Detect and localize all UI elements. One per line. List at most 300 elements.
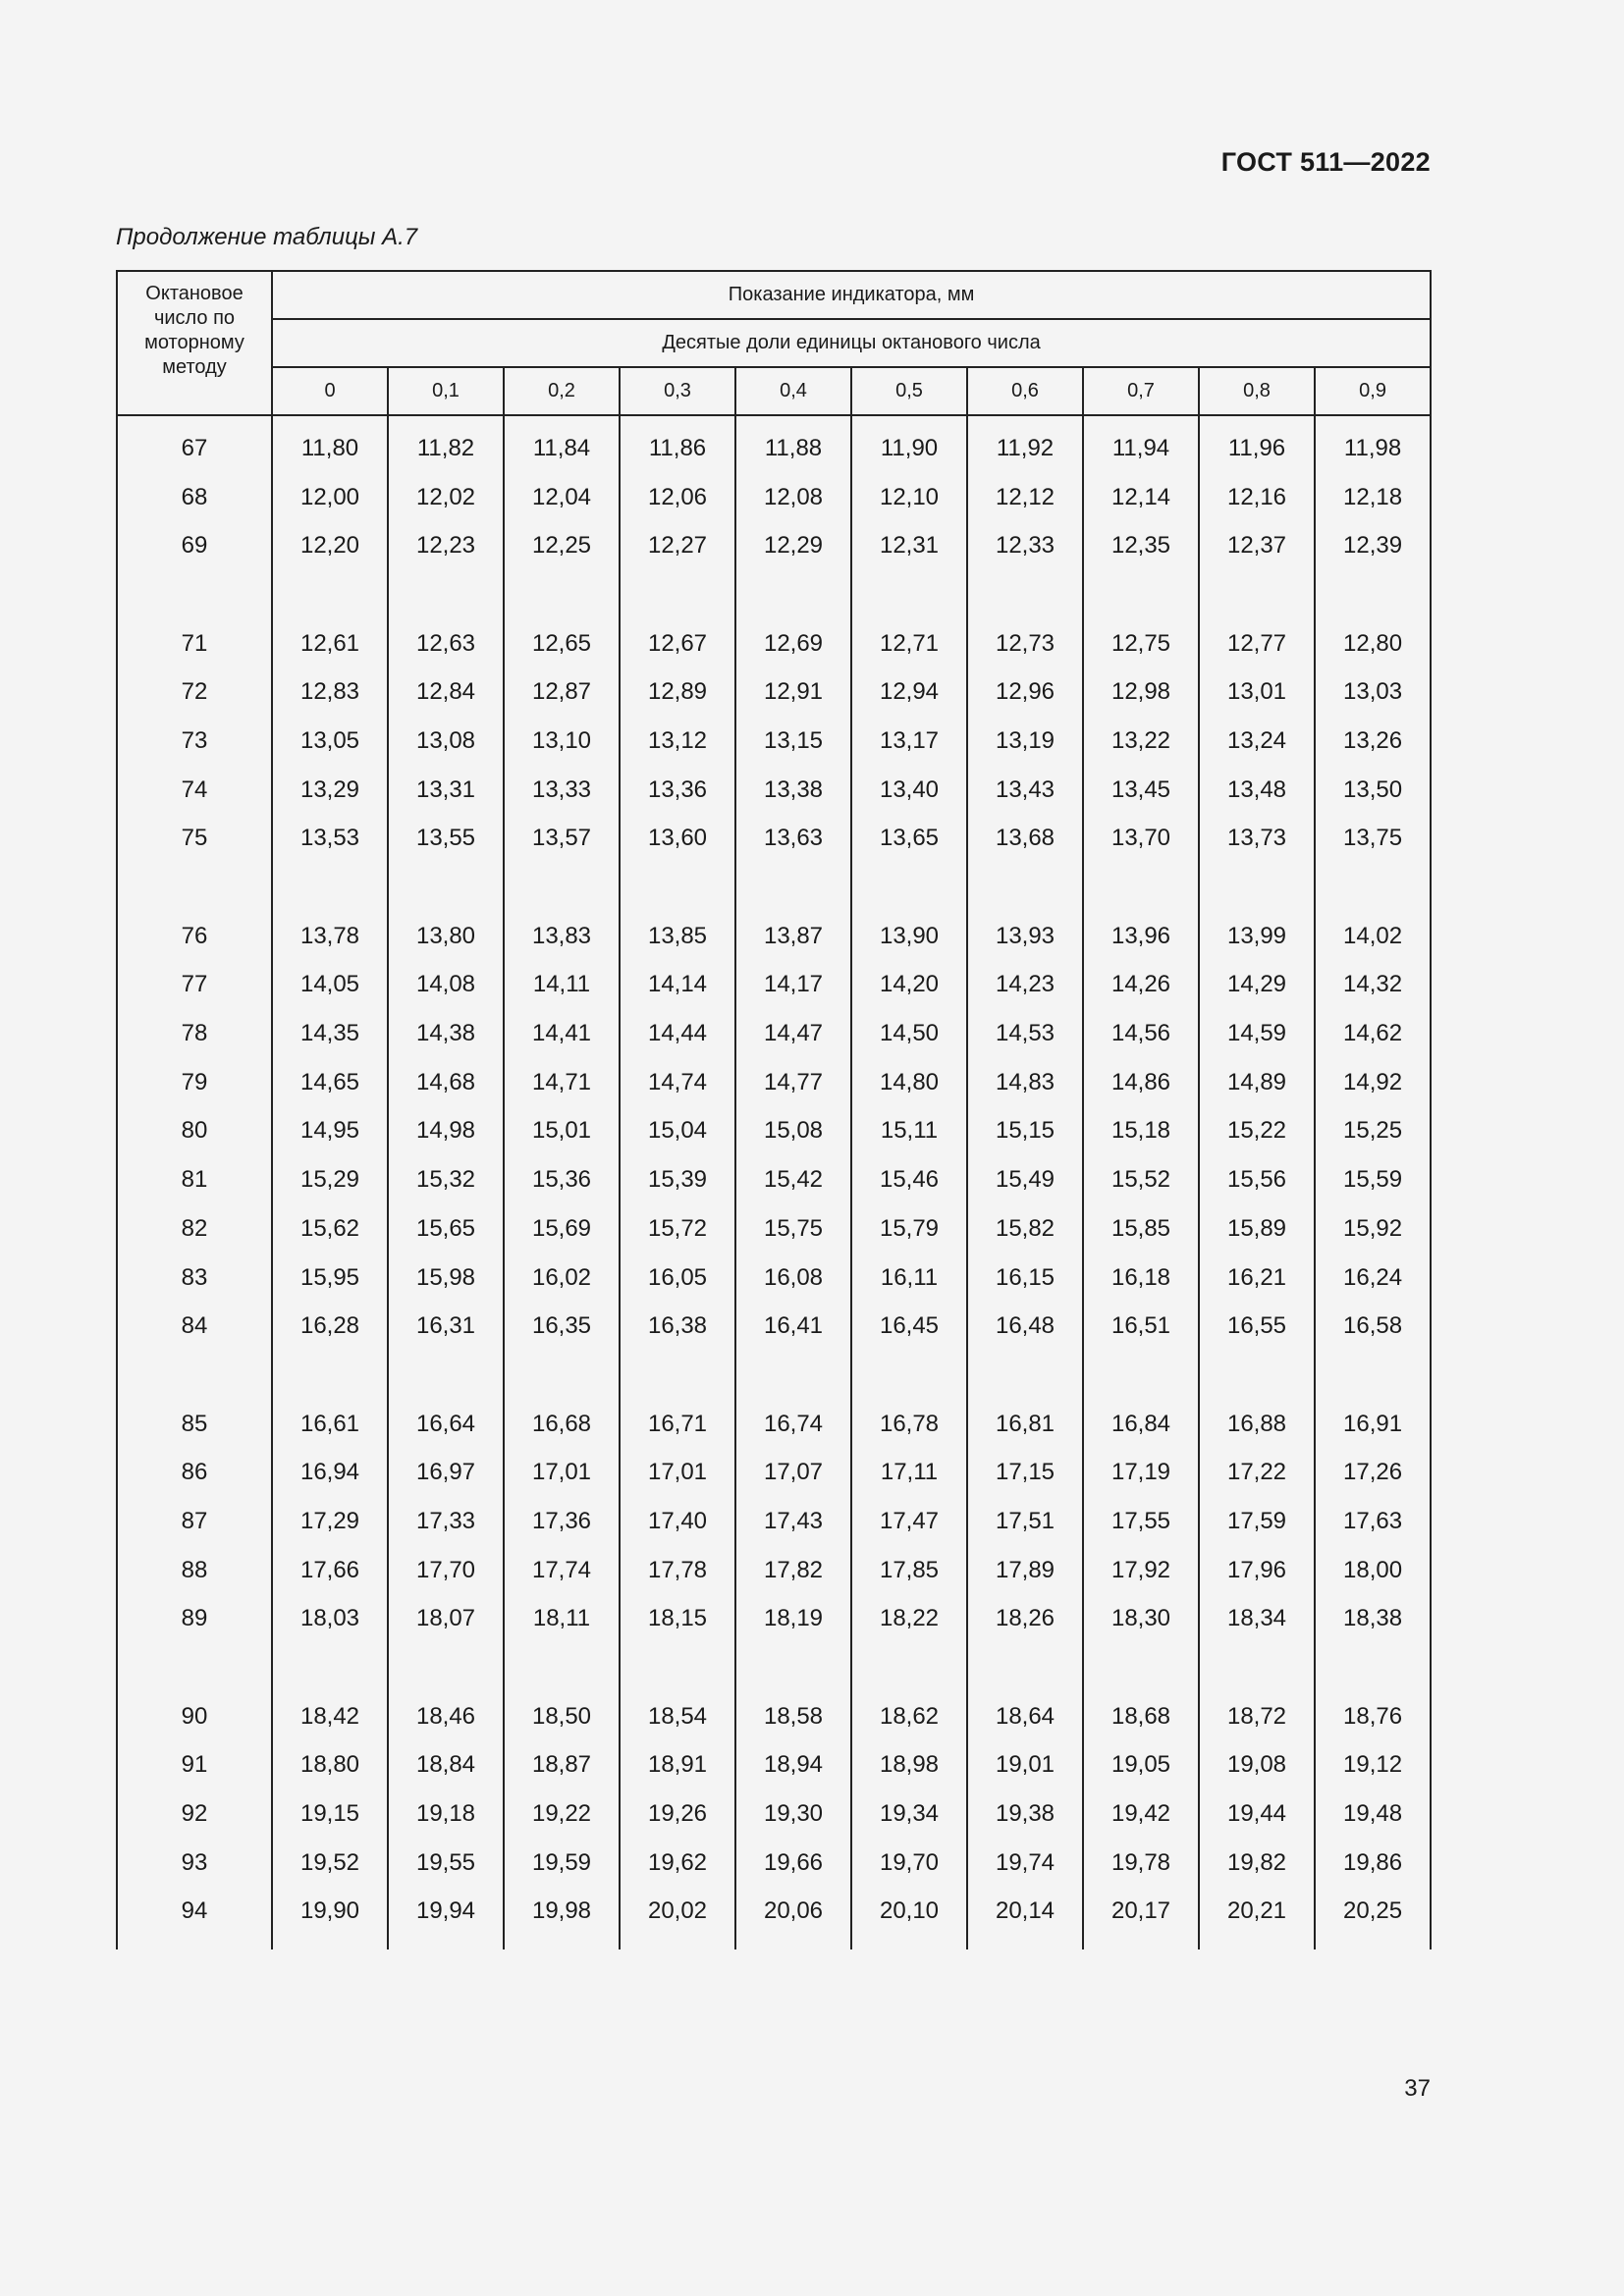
indicator-value-cell: 15,18 (1083, 1107, 1199, 1156)
table-row (117, 521, 1431, 570)
octane-number-cell: 76 (117, 912, 272, 961)
indicator-value-cell: 16,45 (851, 1302, 967, 1351)
indicator-value-cell: 11,96 (1199, 415, 1315, 473)
spacer-cell (1083, 1351, 1199, 1400)
spacer-cell (1315, 863, 1431, 912)
indicator-value-cell: 13,03 (1315, 667, 1431, 717)
indicator-value-cell: 19,15 (272, 1789, 388, 1839)
indicator-value-cell: 17,01 (620, 1448, 735, 1497)
indicator-value-cell: 18,38 (1315, 1595, 1431, 1644)
spacer-cell (388, 570, 504, 619)
octane-number-cell: 69 (117, 521, 272, 570)
indicator-value-cell: 17,43 (735, 1497, 851, 1546)
spacer-cell (967, 863, 1083, 912)
indicator-value-cell: 17,51 (967, 1497, 1083, 1546)
indicator-value-cell: 13,45 (1083, 766, 1199, 815)
spacer-cell (504, 863, 620, 912)
indicator-value-cell: 13,15 (735, 717, 851, 766)
octane-number-cell: 78 (117, 1009, 272, 1058)
spacer-cell (272, 570, 388, 619)
octane-number-cell: 83 (117, 1254, 272, 1303)
indicator-value-cell: 17,96 (1199, 1546, 1315, 1595)
indicator-value-cell: 12,63 (388, 619, 504, 668)
indicator-value-cell: 19,59 (504, 1839, 620, 1888)
indicator-value-cell: 17,36 (504, 1497, 620, 1546)
indicator-value-cell: 13,93 (967, 912, 1083, 961)
indicator-value-cell: 18,22 (851, 1595, 967, 1644)
spacer-cell (735, 1643, 851, 1692)
spacer-cell (1083, 1643, 1199, 1692)
octane-number-cell: 84 (117, 1302, 272, 1351)
indicator-value-cell: 14,65 (272, 1058, 388, 1107)
indicator-group-header: Показание индикатора, мм (272, 271, 1431, 319)
indicator-value-cell: 18,34 (1199, 1595, 1315, 1644)
indicator-value-cell: 15,42 (735, 1155, 851, 1204)
table-row (117, 1204, 1431, 1254)
indicator-value-cell: 17,63 (1315, 1497, 1431, 1546)
indicator-value-cell: 13,43 (967, 766, 1083, 815)
indicator-value-cell: 16,11 (851, 1254, 967, 1303)
fraction-header-row (117, 367, 1431, 415)
spacer-cell (117, 863, 272, 912)
spacer-cell (1199, 1643, 1315, 1692)
indicator-value-cell: 12,08 (735, 473, 851, 522)
indicator-value-cell: 15,69 (504, 1204, 620, 1254)
indicator-value-cell: 12,75 (1083, 619, 1199, 668)
table-row (117, 912, 1431, 961)
indicator-value-cell: 13,75 (1315, 815, 1431, 864)
indicator-value-cell: 15,46 (851, 1155, 967, 1204)
indicator-value-cell: 15,62 (272, 1204, 388, 1254)
table-row (117, 1155, 1431, 1204)
table-row (117, 1254, 1431, 1303)
indicator-value-cell: 19,74 (967, 1839, 1083, 1888)
indicator-value-cell: 11,86 (620, 415, 735, 473)
indicator-value-cell: 12,27 (620, 521, 735, 570)
indicator-value-cell: 12,10 (851, 473, 967, 522)
spacer-cell (851, 570, 967, 619)
indicator-value-cell: 16,68 (504, 1400, 620, 1449)
indicator-value-cell: 13,78 (272, 912, 388, 961)
fraction-header-cell: 0,4 (735, 367, 851, 415)
spacer-cell (272, 1643, 388, 1692)
octane-number-cell: 88 (117, 1546, 272, 1595)
indicator-value-cell: 19,42 (1083, 1789, 1199, 1839)
indicator-value-cell: 15,39 (620, 1155, 735, 1204)
indicator-value-cell: 11,82 (388, 415, 504, 473)
table-row (117, 1107, 1431, 1156)
indicator-value-cell: 15,01 (504, 1107, 620, 1156)
table-row (117, 619, 1431, 668)
indicator-value-cell: 17,40 (620, 1497, 735, 1546)
indicator-value-cell: 20,06 (735, 1888, 851, 1950)
indicator-value-cell: 20,21 (1199, 1888, 1315, 1950)
indicator-value-cell: 16,38 (620, 1302, 735, 1351)
indicator-value-cell: 17,19 (1083, 1448, 1199, 1497)
indicator-value-cell: 13,63 (735, 815, 851, 864)
indicator-value-cell: 16,78 (851, 1400, 967, 1449)
indicator-value-cell: 19,90 (272, 1888, 388, 1950)
indicator-value-cell: 14,74 (620, 1058, 735, 1107)
indicator-value-cell: 14,23 (967, 961, 1083, 1010)
indicator-value-cell: 16,64 (388, 1400, 504, 1449)
indicator-value-cell: 19,34 (851, 1789, 967, 1839)
octane-number-cell: 73 (117, 717, 272, 766)
indicator-value-cell: 13,12 (620, 717, 735, 766)
indicator-value-cell: 13,60 (620, 815, 735, 864)
indicator-value-cell: 14,50 (851, 1009, 967, 1058)
indicator-value-cell: 15,11 (851, 1107, 967, 1156)
indicator-value-cell: 20,10 (851, 1888, 967, 1950)
indicator-value-cell: 12,83 (272, 667, 388, 717)
indicator-value-cell: 17,11 (851, 1448, 967, 1497)
table-row (117, 473, 1431, 522)
indicator-value-cell: 13,68 (967, 815, 1083, 864)
indicator-value-cell: 20,17 (1083, 1888, 1199, 1950)
indicator-value-cell: 13,10 (504, 717, 620, 766)
indicator-value-cell: 19,08 (1199, 1741, 1315, 1790)
indicator-value-cell: 18,58 (735, 1692, 851, 1741)
table-row (117, 1009, 1431, 1058)
indicator-value-cell: 19,52 (272, 1839, 388, 1888)
table-row (117, 1839, 1431, 1888)
indicator-value-cell: 13,24 (1199, 717, 1315, 766)
fraction-header-cell: 0,8 (1199, 367, 1315, 415)
indicator-value-cell: 17,78 (620, 1546, 735, 1595)
octane-indicator-table (116, 270, 1432, 1949)
indicator-value-cell: 14,20 (851, 961, 967, 1010)
indicator-value-cell: 18,50 (504, 1692, 620, 1741)
octane-number-cell: 71 (117, 619, 272, 668)
indicator-value-cell: 13,99 (1199, 912, 1315, 961)
indicator-value-cell: 12,06 (620, 473, 735, 522)
spacer-cell (620, 1643, 735, 1692)
indicator-value-cell: 14,71 (504, 1058, 620, 1107)
indicator-value-cell: 16,08 (735, 1254, 851, 1303)
indicator-value-cell: 12,80 (1315, 619, 1431, 668)
indicator-value-cell: 19,78 (1083, 1839, 1199, 1888)
fraction-header-cell: 0,2 (504, 367, 620, 415)
spacer-cell (1315, 1643, 1431, 1692)
indicator-value-cell: 18,98 (851, 1741, 967, 1790)
indicator-value-cell: 14,59 (1199, 1009, 1315, 1058)
table-row (117, 1888, 1431, 1950)
spacer-cell (735, 863, 851, 912)
indicator-value-cell: 18,91 (620, 1741, 735, 1790)
spacer-cell (117, 1643, 272, 1692)
indicator-value-cell: 14,26 (1083, 961, 1199, 1010)
indicator-value-cell: 14,47 (735, 1009, 851, 1058)
indicator-value-cell: 13,33 (504, 766, 620, 815)
indicator-value-cell: 14,77 (735, 1058, 851, 1107)
spacer-cell (1083, 863, 1199, 912)
indicator-value-cell: 16,28 (272, 1302, 388, 1351)
indicator-value-cell: 19,55 (388, 1839, 504, 1888)
indicator-value-cell: 13,83 (504, 912, 620, 961)
table-row (117, 766, 1431, 815)
indicator-value-cell: 14,98 (388, 1107, 504, 1156)
indicator-value-cell: 13,73 (1199, 815, 1315, 864)
indicator-value-cell: 16,31 (388, 1302, 504, 1351)
indicator-value-cell: 13,53 (272, 815, 388, 864)
indicator-value-cell: 17,66 (272, 1546, 388, 1595)
indicator-value-cell: 17,29 (272, 1497, 388, 1546)
spacer-cell (851, 1351, 967, 1400)
indicator-value-cell: 19,62 (620, 1839, 735, 1888)
indicator-value-cell: 14,86 (1083, 1058, 1199, 1107)
indicator-value-cell: 15,59 (1315, 1155, 1431, 1204)
table-header (117, 271, 1431, 415)
indicator-value-cell: 14,95 (272, 1107, 388, 1156)
indicator-value-cell: 17,59 (1199, 1497, 1315, 1546)
indicator-value-cell: 13,96 (1083, 912, 1199, 961)
indicator-value-cell: 14,05 (272, 961, 388, 1010)
indicator-value-cell: 16,97 (388, 1448, 504, 1497)
octane-number-cell: 87 (117, 1497, 272, 1546)
indicator-value-cell: 17,55 (1083, 1497, 1199, 1546)
indicator-value-cell: 12,61 (272, 619, 388, 668)
spacer-cell (504, 1351, 620, 1400)
indicator-value-cell: 16,05 (620, 1254, 735, 1303)
indicator-value-cell: 16,84 (1083, 1400, 1199, 1449)
indicator-value-cell: 18,07 (388, 1595, 504, 1644)
indicator-value-cell: 18,87 (504, 1741, 620, 1790)
indicator-value-cell: 12,00 (272, 473, 388, 522)
indicator-value-cell: 20,14 (967, 1888, 1083, 1950)
indicator-value-cell: 13,08 (388, 717, 504, 766)
indicator-value-cell: 15,56 (1199, 1155, 1315, 1204)
indicator-value-cell: 19,48 (1315, 1789, 1431, 1839)
indicator-value-cell: 14,17 (735, 961, 851, 1010)
octane-number-cell: 94 (117, 1888, 272, 1950)
indicator-value-cell: 14,44 (620, 1009, 735, 1058)
indicator-value-cell: 11,80 (272, 415, 388, 473)
indicator-value-cell: 16,35 (504, 1302, 620, 1351)
table-body (117, 415, 1431, 1949)
indicator-value-cell: 12,04 (504, 473, 620, 522)
indicator-value-cell: 14,80 (851, 1058, 967, 1107)
indicator-value-cell: 12,71 (851, 619, 967, 668)
indicator-value-cell: 13,80 (388, 912, 504, 961)
table-row (117, 1400, 1431, 1449)
octane-number-cell: 68 (117, 473, 272, 522)
indicator-value-cell: 15,25 (1315, 1107, 1431, 1156)
indicator-value-cell: 12,73 (967, 619, 1083, 668)
indicator-value-cell: 13,90 (851, 912, 967, 961)
indicator-value-cell: 18,72 (1199, 1692, 1315, 1741)
spacer-cell (735, 1351, 851, 1400)
indicator-value-cell: 16,81 (967, 1400, 1083, 1449)
table-row (117, 1448, 1431, 1497)
indicator-value-cell: 18,54 (620, 1692, 735, 1741)
indicator-value-cell: 17,26 (1315, 1448, 1431, 1497)
fraction-header-cell: 0,9 (1315, 367, 1431, 415)
indicator-value-cell: 13,85 (620, 912, 735, 961)
indicator-value-cell: 12,25 (504, 521, 620, 570)
indicator-value-cell: 12,94 (851, 667, 967, 717)
octane-number-cell: 79 (117, 1058, 272, 1107)
indicator-value-cell: 12,84 (388, 667, 504, 717)
indicator-value-cell: 18,94 (735, 1741, 851, 1790)
indicator-value-cell: 15,75 (735, 1204, 851, 1254)
spacer-cell (620, 1351, 735, 1400)
spacer-cell (1315, 1351, 1431, 1400)
indicator-value-cell: 16,61 (272, 1400, 388, 1449)
indicator-value-cell: 13,50 (1315, 766, 1431, 815)
spacer-cell (967, 1351, 1083, 1400)
indicator-value-cell: 12,96 (967, 667, 1083, 717)
spacer-cell (735, 570, 851, 619)
indicator-value-cell: 16,51 (1083, 1302, 1199, 1351)
indicator-value-cell: 14,83 (967, 1058, 1083, 1107)
indicator-value-cell: 12,33 (967, 521, 1083, 570)
indicator-value-cell: 11,92 (967, 415, 1083, 473)
indicator-value-cell: 12,12 (967, 473, 1083, 522)
indicator-value-cell: 18,84 (388, 1741, 504, 1790)
octane-number-cell: 75 (117, 815, 272, 864)
indicator-value-cell: 14,41 (504, 1009, 620, 1058)
octane-number-cell: 90 (117, 1692, 272, 1741)
fraction-header-cell: 0,1 (388, 367, 504, 415)
indicator-value-cell: 16,21 (1199, 1254, 1315, 1303)
indicator-value-cell: 12,35 (1083, 521, 1199, 570)
indicator-value-cell: 19,44 (1199, 1789, 1315, 1839)
table-row (117, 1741, 1431, 1790)
indicator-value-cell: 19,66 (735, 1839, 851, 1888)
document-code: ГОСТ 511—2022 (1220, 147, 1431, 177)
spacer-cell (967, 570, 1083, 619)
spacer-cell (620, 570, 735, 619)
indicator-value-cell: 19,01 (967, 1741, 1083, 1790)
indicator-value-cell: 16,74 (735, 1400, 851, 1449)
indicator-value-cell: 12,02 (388, 473, 504, 522)
indicator-value-cell: 13,70 (1083, 815, 1199, 864)
indicator-value-cell: 18,15 (620, 1595, 735, 1644)
indicator-value-cell: 15,92 (1315, 1204, 1431, 1254)
fraction-header-cell: 0,6 (967, 367, 1083, 415)
indicator-value-cell: 16,41 (735, 1302, 851, 1351)
indicator-value-cell: 14,08 (388, 961, 504, 1010)
indicator-value-cell: 19,70 (851, 1839, 967, 1888)
indicator-value-cell: 18,30 (1083, 1595, 1199, 1644)
indicator-value-cell: 16,15 (967, 1254, 1083, 1303)
indicator-value-cell: 15,08 (735, 1107, 851, 1156)
fraction-header-cell: 0,5 (851, 367, 967, 415)
indicator-value-cell: 14,02 (1315, 912, 1431, 961)
octane-number-cell: 80 (117, 1107, 272, 1156)
indicator-value-cell: 12,98 (1083, 667, 1199, 717)
indicator-value-cell: 12,65 (504, 619, 620, 668)
octane-number-cell: 93 (117, 1839, 272, 1888)
indicator-value-cell: 20,25 (1315, 1888, 1431, 1950)
octane-number-cell: 81 (117, 1155, 272, 1204)
indicator-value-cell: 12,67 (620, 619, 735, 668)
indicator-value-cell: 15,15 (967, 1107, 1083, 1156)
indicator-value-cell: 15,22 (1199, 1107, 1315, 1156)
indicator-value-cell: 17,85 (851, 1546, 967, 1595)
indicator-value-cell: 15,65 (388, 1204, 504, 1254)
indicator-value-cell: 17,07 (735, 1448, 851, 1497)
indicator-value-cell: 14,53 (967, 1009, 1083, 1058)
table-row (117, 717, 1431, 766)
indicator-value-cell: 12,31 (851, 521, 967, 570)
indicator-value-cell: 15,82 (967, 1204, 1083, 1254)
indicator-value-cell: 19,94 (388, 1888, 504, 1950)
octane-number-cell: 72 (117, 667, 272, 717)
indicator-value-cell: 18,80 (272, 1741, 388, 1790)
indicator-value-cell: 12,14 (1083, 473, 1199, 522)
indicator-value-cell: 13,57 (504, 815, 620, 864)
indicator-value-cell: 17,70 (388, 1546, 504, 1595)
octane-number-cell: 74 (117, 766, 272, 815)
indicator-value-cell: 13,01 (1199, 667, 1315, 717)
spacer-cell (1315, 570, 1431, 619)
spacer-cell (1199, 570, 1315, 619)
spacer-cell (1199, 863, 1315, 912)
indicator-value-cell: 19,18 (388, 1789, 504, 1839)
indicator-value-cell: 13,26 (1315, 717, 1431, 766)
spacer-cell (272, 1351, 388, 1400)
indicator-value-cell: 16,55 (1199, 1302, 1315, 1351)
indicator-value-cell: 15,49 (967, 1155, 1083, 1204)
indicator-value-cell: 12,69 (735, 619, 851, 668)
table-row (117, 1058, 1431, 1107)
indicator-value-cell: 12,29 (735, 521, 851, 570)
indicator-value-cell: 20,02 (620, 1888, 735, 1950)
indicator-value-cell: 14,14 (620, 961, 735, 1010)
indicator-value-cell: 18,62 (851, 1692, 967, 1741)
indicator-value-cell: 11,90 (851, 415, 967, 473)
indicator-value-cell: 18,11 (504, 1595, 620, 1644)
octane-number-cell: 67 (117, 415, 272, 473)
octane-number-cell: 82 (117, 1204, 272, 1254)
octane-number-cell: 85 (117, 1400, 272, 1449)
spacer-cell (620, 863, 735, 912)
table-caption: Продолжение таблицы А.7 (116, 224, 418, 250)
indicator-value-cell: 15,72 (620, 1204, 735, 1254)
indicator-value-cell: 17,33 (388, 1497, 504, 1546)
indicator-value-cell: 15,98 (388, 1254, 504, 1303)
indicator-value-cell: 15,32 (388, 1155, 504, 1204)
table-row (117, 1302, 1431, 1351)
spacer-cell (504, 570, 620, 619)
indicator-value-cell: 18,19 (735, 1595, 851, 1644)
table-row (117, 415, 1431, 473)
indicator-value-cell: 12,87 (504, 667, 620, 717)
indicator-value-cell: 14,56 (1083, 1009, 1199, 1058)
indicator-value-cell: 11,84 (504, 415, 620, 473)
octane-number-cell: 89 (117, 1595, 272, 1644)
indicator-value-cell: 16,02 (504, 1254, 620, 1303)
spacer-cell (967, 1643, 1083, 1692)
group-spacer-row (117, 570, 1431, 619)
indicator-value-cell: 12,20 (272, 521, 388, 570)
indicator-value-cell: 19,12 (1315, 1741, 1431, 1790)
octane-number-cell: 92 (117, 1789, 272, 1839)
indicator-value-cell: 13,22 (1083, 717, 1199, 766)
indicator-value-cell: 16,58 (1315, 1302, 1431, 1351)
indicator-value-cell: 12,77 (1199, 619, 1315, 668)
indicator-value-cell: 13,17 (851, 717, 967, 766)
indicator-value-cell: 11,88 (735, 415, 851, 473)
indicator-value-cell: 19,86 (1315, 1839, 1431, 1888)
indicator-value-cell: 12,23 (388, 521, 504, 570)
indicator-value-cell: 12,89 (620, 667, 735, 717)
indicator-value-cell: 15,95 (272, 1254, 388, 1303)
table-row (117, 1789, 1431, 1839)
indicator-value-cell: 12,16 (1199, 473, 1315, 522)
table-row (117, 815, 1431, 864)
